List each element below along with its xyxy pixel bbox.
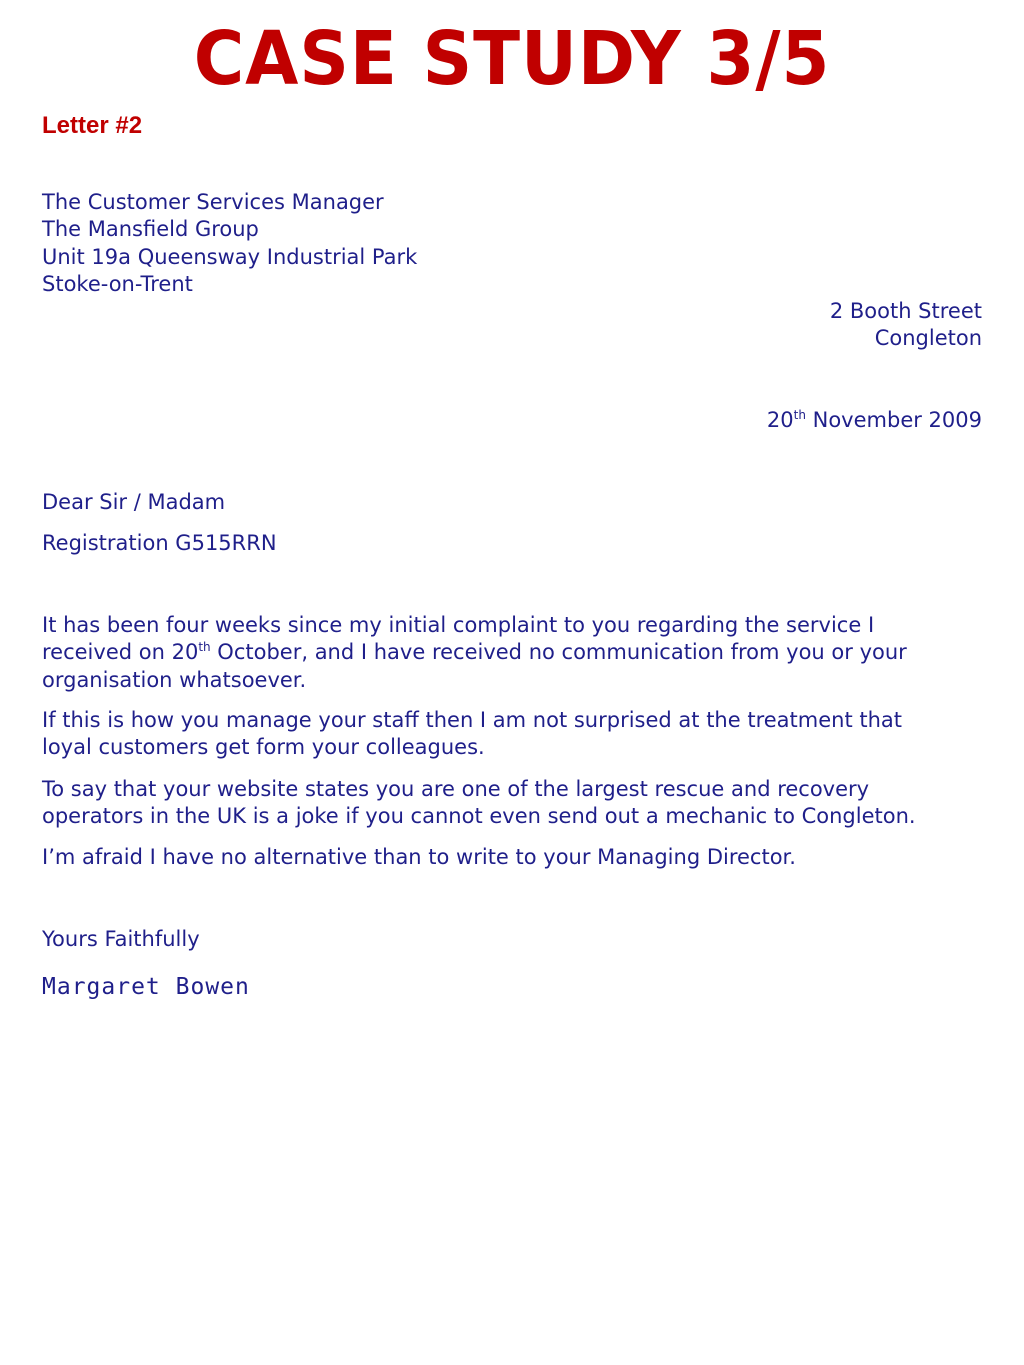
body-paragraph-2 [42, 707, 982, 762]
body-line: organisation whatsoever. [42, 667, 307, 692]
recipient-address [42, 189, 417, 298]
recipient-line: Stoke-on-Trent [42, 271, 193, 296]
date-suffix: th [793, 408, 806, 422]
body-line: operators in the UK is a joke if you cannot even send out a mechanic to Congleton. [42, 804, 916, 829]
body-line: I’m afraid I have no alternative than to write to your Managing Director. [42, 845, 796, 869]
body-line: It has been four weeks since my initial complaint to you regarding the service I [42, 613, 875, 637]
sender-address [830, 298, 982, 353]
body-paragraph-1 [42, 612, 982, 694]
date-rest: November 2009 [805, 408, 982, 432]
page-title: CASE STUDY 3/5 [193, 16, 831, 102]
signature: Margaret Bowen [42, 974, 250, 1000]
body-line: If this is how you manage your staff then I am not surprised at the treatment that [42, 708, 903, 732]
registration: Registration G515RRN [42, 531, 277, 555]
recipient-line: The Mansfield Group [42, 217, 259, 242]
sender-line: 2 Booth Street [829, 299, 982, 323]
body-line: loyal customers get form your colleagues. [42, 735, 485, 760]
salutation: Dear Sir / Madam [42, 490, 226, 514]
closing: Yours Faithfully [42, 927, 200, 951]
ordinal-suffix: th [198, 640, 211, 655]
body-paragraph-4 [42, 844, 982, 871]
sender-line: Congleton [874, 326, 982, 351]
recipient-line: The Customer Services Manager [42, 190, 384, 214]
date-day: 20 [766, 408, 794, 432]
body-line: To say that your website states you are one of the largest rescue and recovery [42, 777, 870, 801]
body-text: received on 20 [42, 640, 199, 665]
recipient-line: Unit 19a Queensway Industrial Park [42, 244, 418, 269]
letter-number: Letter #2 [42, 112, 143, 139]
letter-date [767, 407, 982, 434]
body-line [42, 639, 982, 666]
body-paragraph-3 [42, 776, 982, 831]
body-text: October, and I have received no communication from you or your [210, 640, 907, 665]
